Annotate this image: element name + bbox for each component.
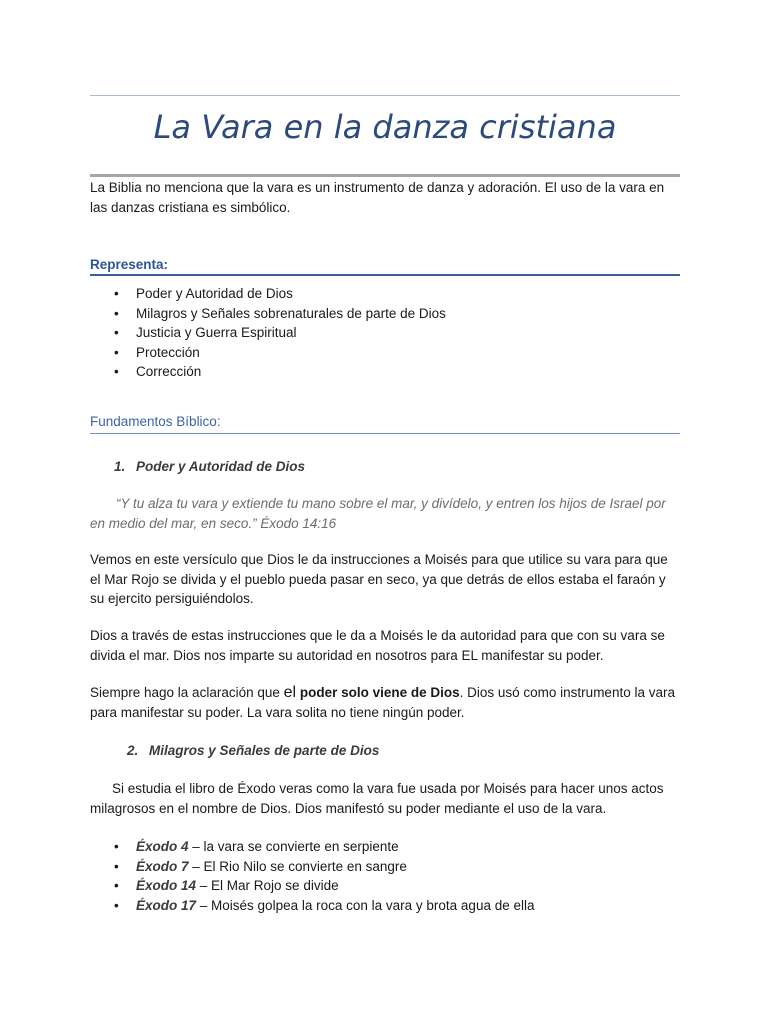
bullet-icon: • bbox=[114, 839, 119, 854]
list-item-text: – El Rio Nilo se convierte en sangre bbox=[188, 858, 407, 874]
exodus-list bbox=[90, 837, 535, 915]
list-item bbox=[90, 323, 446, 343]
list-item-text: Milagros y Señales sobrenaturales de parte de Dios bbox=[136, 305, 446, 321]
intro-paragraph: La Biblia no menciona que la vara es un instrumento de danza y adoración. El uso de la vara en las danzas cristiana es simbólico. bbox=[90, 180, 665, 215]
bullet-icon: • bbox=[114, 286, 119, 301]
list-item-text: Protección bbox=[136, 344, 200, 360]
list-item bbox=[90, 304, 446, 324]
section-1-title: Poder y Autoridad de Dios bbox=[136, 459, 306, 474]
list-item-text: Corrección bbox=[136, 364, 202, 380]
section-2-title: Milagros y Señales de parte de Dios bbox=[149, 743, 380, 758]
section-2-paragraph-1: Si estudia el libro de Éxodo veras como la vara fue usada por Moisés para hacer unos actos milagrosos en el nombre de Dios. Dios manifestó su poder mediante el uso de la vara. bbox=[90, 781, 664, 816]
bullet-icon: • bbox=[114, 364, 119, 380]
title-underline bbox=[90, 174, 680, 177]
document-title: La Vara en la danza cristiana bbox=[153, 108, 617, 146]
list-item-text: – El Mar Rojo se divide bbox=[196, 878, 339, 894]
scripture-reference: Éxodo 17 bbox=[136, 897, 197, 913]
bullet-icon: • bbox=[114, 858, 119, 874]
scripture-reference: Éxodo 4 bbox=[136, 839, 189, 854]
list-item bbox=[90, 876, 535, 896]
list-item bbox=[90, 896, 535, 916]
list-item bbox=[90, 362, 446, 382]
list-item-text: – Moisés golpea la roca con la vara y brota agua de ella bbox=[196, 897, 535, 913]
represents-heading: Representa: bbox=[90, 257, 169, 272]
fundamentos-rule bbox=[90, 433, 680, 434]
represents-list bbox=[90, 284, 446, 382]
section-1-paragraph-3 bbox=[90, 683, 682, 722]
list-item bbox=[90, 284, 446, 304]
bullet-icon: • bbox=[114, 344, 119, 360]
paragraph-text: Siempre hago la aclaración que bbox=[90, 685, 284, 700]
top-rule bbox=[90, 95, 680, 96]
section-1-number: 1. bbox=[114, 459, 126, 474]
scripture-reference: Éxodo 7 bbox=[136, 858, 189, 874]
section-1-paragraph-1: Vemos en este versículo que Dios le da instrucciones a Moisés para que utilice su vara para que el Mar Rojo se divida y el pueblo pueda pasar en seco, ya que detrás de ellos estaba el faraón y su ejercito persiguiéndolos. bbox=[90, 552, 668, 606]
bible-quote: “Y tu alza tu vara y extiende tu mano sobre el mar, y divídelo, y entren los hijos de Israel por en medio del mar, en seco.” Éxodo 14:16 bbox=[90, 496, 666, 531]
bullet-icon: • bbox=[114, 878, 119, 894]
bullet-icon: • bbox=[114, 897, 119, 913]
section-2-number: 2. bbox=[127, 743, 139, 758]
section-1-paragraph-2: Dios a través de estas instrucciones que le da a Moisés le da autoridad para que con su vara se divida el mar. Dios nos imparte su autoridad en nosotros para EL manifestar su poder. bbox=[90, 628, 665, 663]
list-item-text: Poder y Autoridad de Dios bbox=[136, 286, 293, 301]
list-item-text: Justicia y Guerra Espiritual bbox=[136, 325, 297, 341]
list-item bbox=[90, 837, 535, 857]
fundamentos-heading: Fundamentos Bíblico: bbox=[90, 414, 221, 429]
list-item bbox=[90, 343, 446, 363]
bullet-icon: • bbox=[114, 325, 119, 341]
paragraph-text-large: el bbox=[283, 684, 297, 701]
paragraph-emphasis: poder solo viene de Dios bbox=[299, 685, 460, 700]
list-item bbox=[90, 857, 535, 877]
paragraph-text: . Dios usó como instrumento la vara para manifestar su poder. La vara solita no tiene ningún poder. bbox=[90, 685, 675, 720]
represents-rule bbox=[90, 274, 680, 276]
scripture-reference: Éxodo 14 bbox=[136, 878, 197, 894]
bullet-icon: • bbox=[114, 305, 119, 321]
list-item-text: – la vara se convierte en serpiente bbox=[188, 839, 399, 854]
